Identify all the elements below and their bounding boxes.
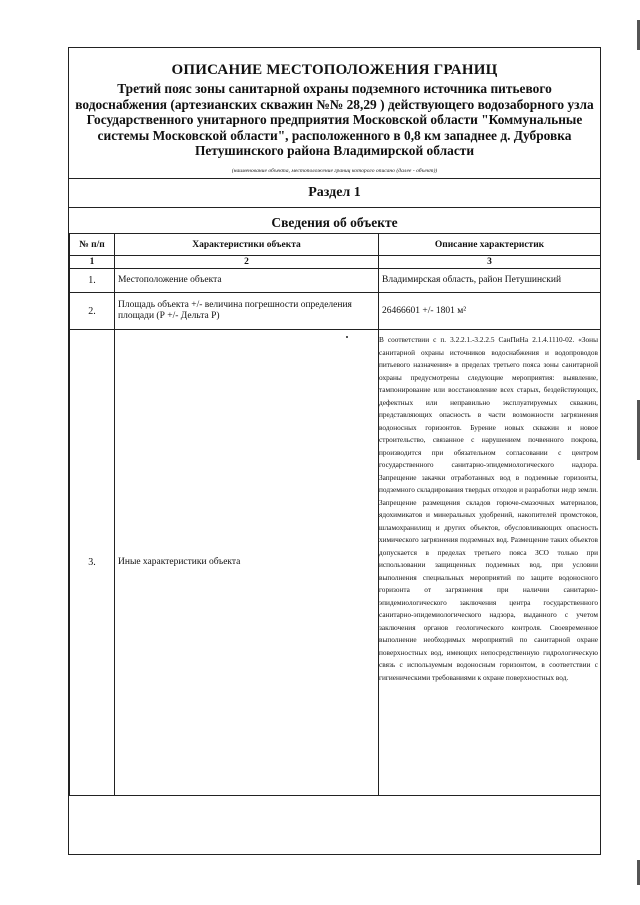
header-description: Описание характеристик — [379, 234, 601, 256]
table-header-row — [70, 234, 601, 256]
row-description: 26466601 +/- 1801 м² — [379, 293, 601, 330]
row-number: 2. — [70, 293, 115, 330]
row-number: 1. — [70, 269, 115, 293]
object-name: Третий пояс зоны санитарной охраны подземного источника питьевого водоснабжения (артезианских скважин №№ 28,29 ) действующего водозаборного узла Государственного унитарного предприятия Московской области "Коммунальные системы Московской области", расположенного в 0,8 км западнее д. Дубровка Петушинского района Владимирской области — [75, 81, 594, 159]
table-row — [70, 269, 601, 293]
row-description — [379, 330, 601, 796]
divider — [69, 207, 600, 208]
document-title: ОПИСАНИЕ МЕСТОПОЛОЖЕНИЯ ГРАНИЦ — [171, 62, 498, 78]
header-number: № п/п — [70, 234, 115, 256]
divider — [69, 178, 600, 179]
row-characteristic — [115, 330, 379, 796]
row-characteristic-text: Иные характеристики объекта — [118, 557, 241, 567]
column-number: 2 — [115, 256, 379, 269]
row-number: 3. — [70, 330, 115, 796]
scan-speck — [346, 336, 348, 338]
description-text: В соответствии с п. 3.2.2.1.-3.2.2.5 СанПиНа 2.1.4.1110-02. «Зоны санитарной охраны источников водоснабжения и водопроводов питьевого назначения» в пределах третьего пояса зоны санитарной охраны предусмотрены следующие мероприятия: выявление, тампонирование или восстановление всех старых, бездействующих, дефектных или неправильно эксплуатируемых скважин, представляющих опасность в части возможности загрязнения водоносных горизонтов. Бурение новых скважин и новое строительство, связанное с нарушением почвенного покрова, производится при обязательном согласовании с центром государственного санитарно-эпидемиологического надзора. Запрещение закачки отработанных вод в подземные горизонты, подземного складирования твердых отходов и разработки недр земли. Запрещение размещения складов горюче-смазочных материалов, ядохимикатов и минеральных удобрений, накопителей промстоков, шламохранилищ и других объектов, обусловливающих опасность химического загрязнения подземных вод. Размещение таких объектов допускается в пределах третьего пояса ЗСО только при использовании защищенных подземных вод, при условии выполнения специальных мероприятий по защите водоносного горизонта от загрязнения при наличии санитарно-эпидемиологического заключения центра государственного санитарно-эпидемиологического надзора, выданного с учетом заключения органов геологического контроля. Своевременное выполнение необходимых мероприятий по санитарной охране поверхностных вод, имеющих непосредственную гидрологическую связь с используемым водоносным горизонтом, в соответствии с гигиеническими требованиями к охране поверхностных вод. — [379, 335, 598, 682]
header-characteristic: Характеристики объекта — [115, 234, 379, 256]
object-name-caption: (наименование объекта, местоположение границ которого описано (далее - объект)) — [231, 168, 438, 174]
table-row — [70, 330, 601, 796]
document-frame — [68, 47, 601, 855]
column-number: 3 — [379, 256, 601, 269]
row-characteristic: Местоположение объекта — [115, 269, 379, 293]
object-info-table — [69, 233, 601, 796]
description-block — [379, 334, 598, 790]
table-row — [70, 293, 601, 330]
subsection-title: Сведения об объекте — [271, 215, 398, 230]
row-description: Владимирская область, район Петушинский — [379, 269, 601, 293]
column-number-row — [70, 256, 601, 269]
section-title: Раздел 1 — [308, 185, 361, 200]
column-number: 1 — [70, 256, 115, 269]
row-characteristic: Площадь объекта +/- величина погрешности определения площади (Р +/- Дельта Р) — [115, 293, 379, 330]
